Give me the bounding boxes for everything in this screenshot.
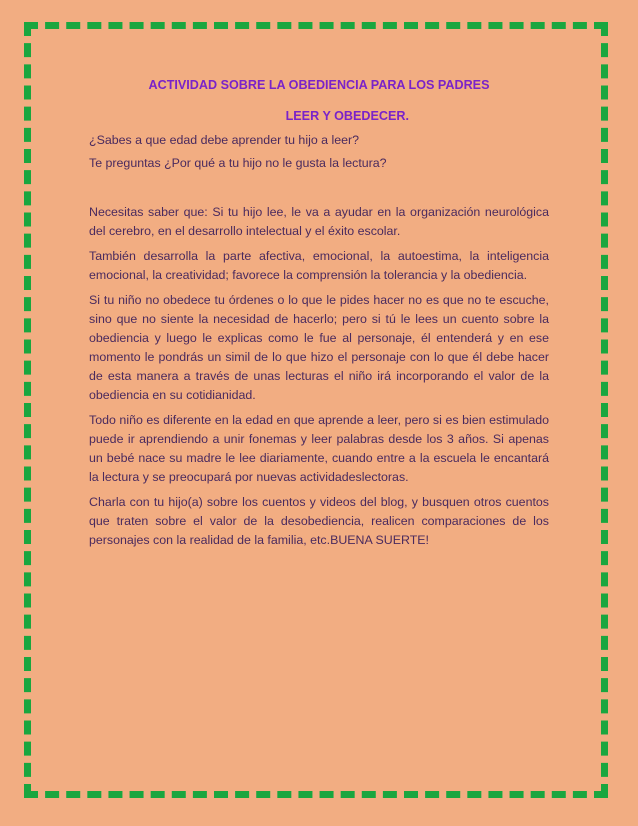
question-2: Te preguntas ¿Por qué a tu hijo no le gusta la lectura?: [89, 156, 387, 170]
document-title: ACTIVIDAD SOBRE LA OBEDIENCIA PARA LOS PADRES: [148, 78, 490, 92]
paragraph: Necesitas saber que: Si tu hijo lee, le va a ayudar en la organización neurológica del cerebro, en el desarrollo intelectual y el éxito escolar.: [89, 205, 549, 238]
paragraph: También desarrolla la parte afectiva, emocional, la autoestima, la inteligencia emocional, la creatividad; favorece la comprensión la tolerancia y la obediencia.: [89, 249, 549, 282]
paragraph: Todo niño es diferente en la edad en que aprende a leer, pero si es bien estimulado puede ir aprendiendo a unir fonemas y leer palabras desde los 3 años. Si apenas un bebé nace su madre le lee diariamente, cuando entre a la escuela le encantará la lectura y se preocupará por nuevas actividadeslectoras.: [89, 413, 549, 484]
document-body: [89, 76, 549, 556]
paragraph: Charla con tu hijo(a) sobre los cuentos y videos del blog, y busquen otros cuentos que traten sobre el valor de la desobediencia, realicen comparaciones de los personajes con la realidad de la familia, etc.BUENA SUERTE!: [89, 495, 549, 547]
question-1: ¿Sabes a que edad debe aprender tu hijo a leer?: [89, 133, 360, 147]
paragraph: Si tu niño no obedece tu órdenes o lo que le pides hacer no es que no te escuche, sino que no siente la necesidad de hacerlo; pero si tú le lees un cuento sobre la obediencia y luego le explicas como le fue al personaje, él entenderá y en ese momento le pondrás un simil de lo que hizo el personaje con lo que él debe hacer de esta manera a través de unas lecturas el niño irá incorporando el valor de la obediencia en su cotidianidad.: [89, 293, 549, 402]
document-subtitle: LEER Y OBEDECER.: [285, 109, 409, 123]
